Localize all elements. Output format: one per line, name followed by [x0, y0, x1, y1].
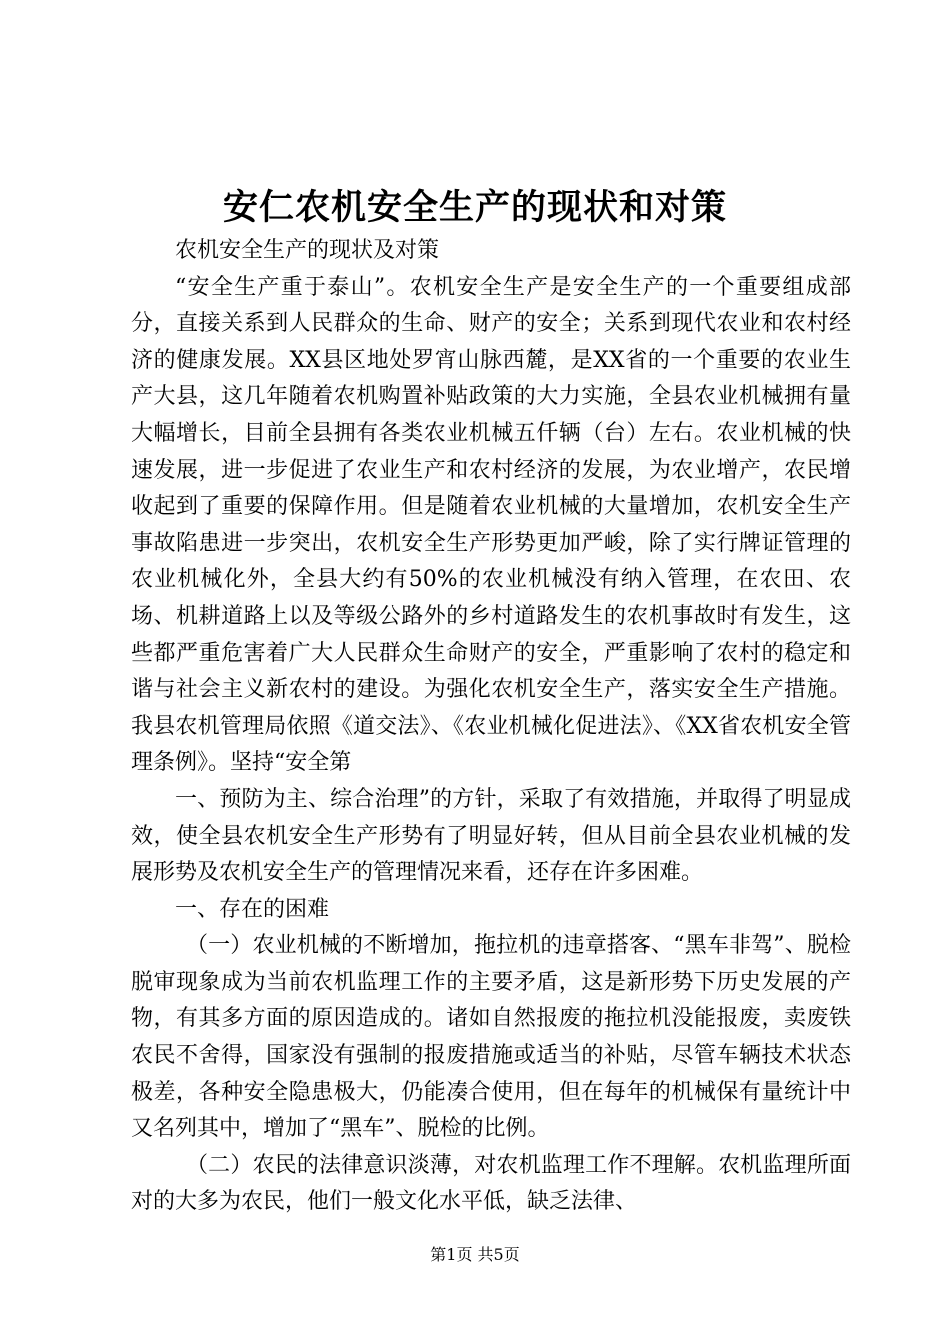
document-title: 安仁农机安全生产的现状和对策 — [222, 188, 727, 228]
paragraph: （一）农业机械的不断增加，拖拉机的违章搭客、“黑车非驾”、脱检脱审现象成为当前农机监理工作的主要矛盾，这是新形势下历史发展的产物，有其多方面的原因造成的。诸如自然报废的拖拉机没能报废，卖废铁农民不舍得，国家没有强制的报废措施或适当的补贴，尽管车辆技术状态极差，各种安全隐患极大，仍能凑合使用，但在每年的机械保有量统计中又名列其中，增加了“黑车”、脱检的比例。 — [131, 933, 851, 1142]
paragraph: 一、预防为主、综合治理”的方针，采取了有效措施，并取得了明显成效，使全县农机安全生产形势有了明显好转，但从目前全县农业机械的发展形势及农机安全生产的管理情况来看，还存在许多困难。 — [131, 786, 851, 886]
section-heading: 一、存在的困难 — [175, 896, 330, 922]
paragraph: （二）农民的法律意识淡薄，对农机监理工作不理解。农机监理所面对的大多为农民，他们一般文化水平低，缺乏法律、 — [131, 1152, 851, 1215]
document-body — [131, 233, 851, 1221]
paragraph: 农机安全生产的现状及对策 — [175, 238, 440, 263]
page-footer: 第1页 共5页 — [430, 1245, 520, 1264]
paragraph: “安全生产重于泰山”。农机安全生产是安全生产的一个重要组成部分，直接关系到人民群众的生命、财产的安全；关系到现代农业和农村经济的健康发展。XX县区地处罗宵山脉西麓，是XX省的一个重要的农业生产大县，这几年随着农机购置补贴政策的大力实施，全县农业机械拥有量大幅增长，目前全县拥有各类农业机械五仟辆（台）左右。农业机械的快速发展，进一步促进了农业生产和农村经济的发展，为农业增产，农民增收起到了重要的保障作用。但是随着农业机械的大量增加，农机安全生产事故陷患进一步突出，农机安全生产形势更加严峻，除了实行牌证管理的农业机械化外，全县大约有50%的农业机械没有纳入管理，在农田、农场、机耕道路上以及等级公路外的乡村道路发生的农机事故时有发生，这些都严重危害着广大人民群众生命财产的安全，严重影响了农村的稳定和谐与社会主义新农村的建设。为强化农机安全生产，落实安全生产措施。我县农机管理局依照《道交法》、《农业机械化促进法》、《XX省农机安全管理条例》。坚持“安全第 — [131, 274, 851, 776]
